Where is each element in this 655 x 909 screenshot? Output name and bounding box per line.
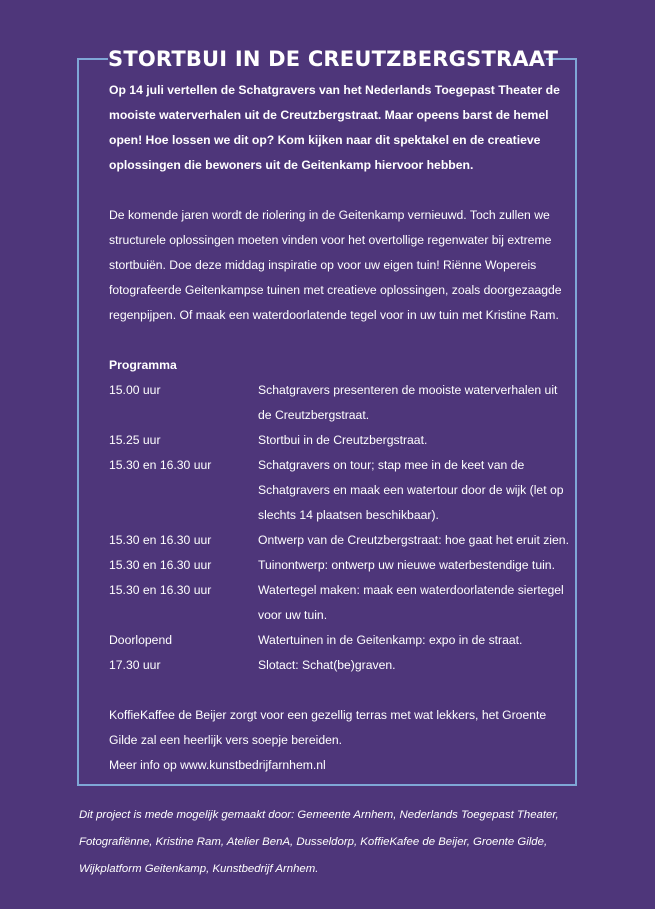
program-row [109, 628, 569, 653]
program-row [109, 378, 569, 428]
program-row [109, 553, 569, 578]
footer-paragraph [109, 703, 569, 778]
program-description: Watertuinen in de Geitenkamp: expo in de straat. [258, 633, 523, 647]
program-description: Slotact: Schat(be)graven. [258, 658, 396, 672]
program-time: 15.30 en 16.30 uur [109, 583, 212, 597]
footer-text: KoffieKaffee de Beijer zorgt voor een gezellig terras met wat lekkers, het Groente Gilde zal een heerlijk vers soepje bereiden. [109, 708, 547, 747]
program-time: 15.30 en 16.30 uur [109, 558, 212, 572]
program-time: 15.00 uur [109, 383, 161, 397]
program-list [109, 378, 569, 678]
program-heading: Programma [109, 358, 177, 372]
page-title: STORTBUI IN DE CREUTZBERGSTRAAT [108, 42, 546, 76]
program-time: 15.30 en 16.30 uur [109, 458, 212, 472]
program-row [109, 528, 569, 553]
program-row [109, 453, 569, 528]
program-row [109, 578, 569, 628]
program-time: 15.25 uur [109, 433, 161, 447]
credits-text: Dit project is mede mogelijk gemaakt door: Gemeente Arnhem, Nederlands Toegepast Theater, Fotografiënne, Kristine Ram, Atelier BenA, Dusseldorp, KoffieKafee de Beijer, Groente Gilde, Wijkplatform Geitenkamp, Kunstbedrijf Arnhem. [79, 809, 559, 875]
intro-paragraph: Op 14 juli vertellen de Schatgravers van het Nederlands Toegepast Theater de mooiste waterverhalen uit de Creutzbergstraat. Maar opeens barst de hemel open! Hoe lossen we dit op? Kom kijken naar dit spektakel en de creatieve oplossingen die bewoners uit de Geitenkamp hiervoor hebben. [109, 83, 560, 172]
program-time: 17.30 uur [109, 658, 161, 672]
program-description: Watertegel maken: maak een waterdoorlatende siertegel voor uw tuin. [258, 583, 564, 622]
program-row [109, 653, 569, 678]
main-content [109, 78, 569, 778]
program-description: Stortbui in de Creutzbergstraat. [258, 433, 428, 447]
program-description: Schatgravers presenteren de mooiste waterverhalen uit de Creutzbergstraat. [258, 383, 558, 422]
more-info-link[interactable]: Meer info op www.kunstbedrijfarnhem.nl [109, 758, 326, 772]
program-description: Schatgravers on tour; stap mee in de keet van de Schatgravers en maak een watertour door de wijk (let op slechts 14 plaatsen beschikbaar). [258, 458, 564, 522]
description-paragraph: De komende jaren wordt de riolering in de Geitenkamp vernieuwd. Toch zullen we structurele oplossingen moeten vinden voor het overtollige regenwater bij extreme stortbuiën. Doe deze middag inspiratie op voor uw eigen tuin! Riënne Wopereis fotografeerde Geitenkampse tuinen met creatieve oplossingen, zoals doorgezaagde regenpijpen. Of maak een waterdoorlatende tegel voor in uw tuin met Kristine Ram. [109, 208, 562, 322]
program-time: 15.30 en 16.30 uur [109, 533, 212, 547]
program-time: Doorlopend [109, 633, 173, 647]
program-description: Ontwerp van de Creutzbergstraat: hoe gaat het eruit zien. [258, 533, 569, 547]
program-description: Tuinontwerp: ontwerp uw nieuwe waterbestendige tuin. [258, 558, 555, 572]
program-row [109, 428, 569, 453]
